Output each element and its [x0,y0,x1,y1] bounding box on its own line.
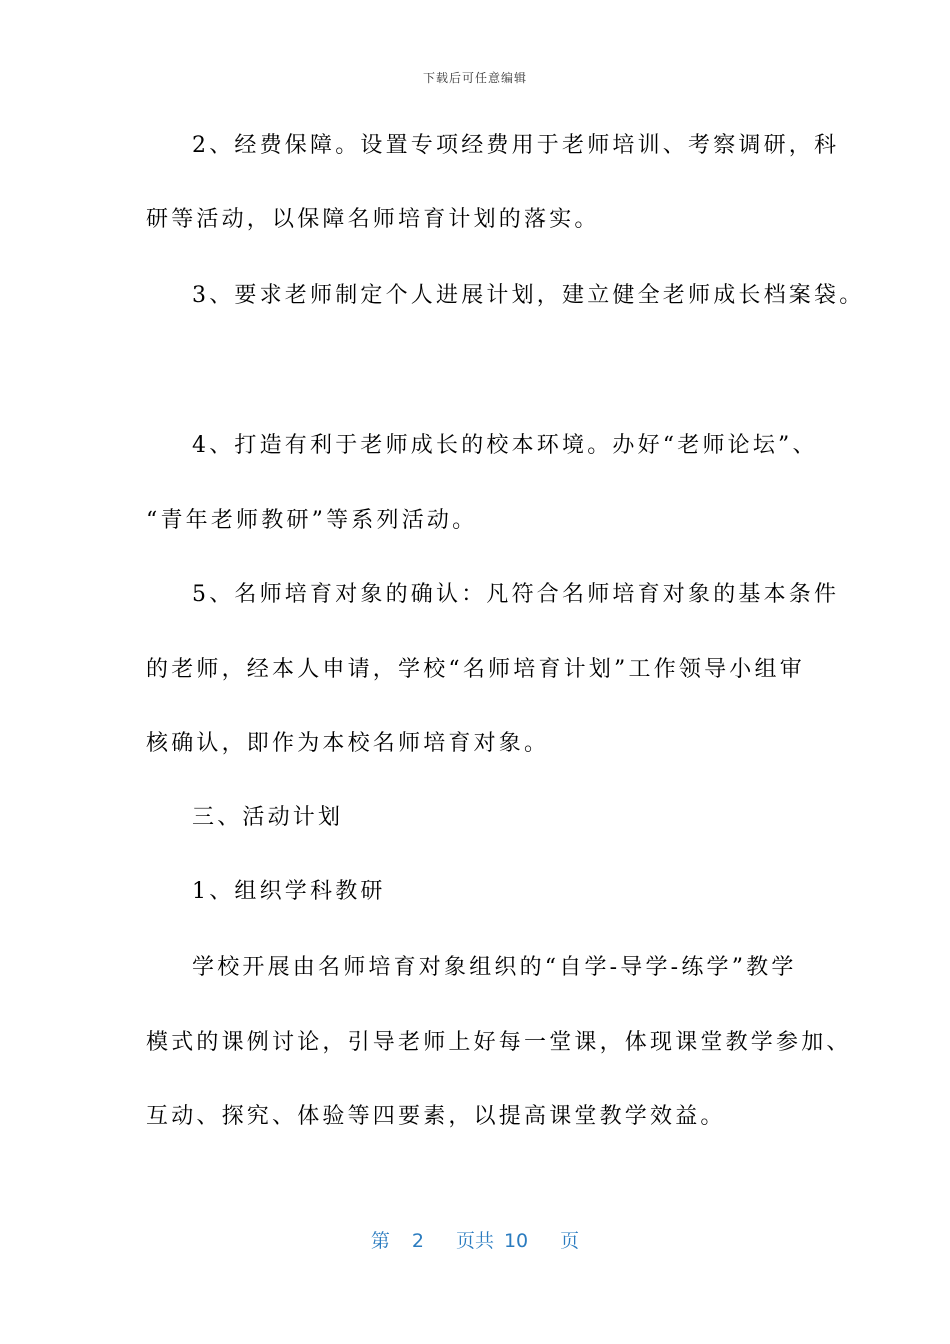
paragraph-line: 4、打造有利于老师成长的校本环境。办好“老师论坛”、 [192,433,818,458]
page-suffix: 页 [560,1230,580,1252]
total-pages: 10 [503,1230,529,1252]
paragraph-line: 5、名师培育对象的确认：凡符合名师培育对象的基本条件 [192,582,840,607]
subsection-heading: 1、组织学科教研 [192,879,386,904]
page-number: 2 [411,1230,424,1252]
paragraph-line: 学校开展由名师培育对象组织的“自学-导学-练学”教学 [192,955,797,980]
paragraph-line: 研等活动，以保障名师培育计划的落实。 [146,207,600,232]
paragraph-line: 2、经费保障。设置专项经费用于老师培训、考察调研，科 [192,133,840,158]
paragraph-line: 互动、探究、体验等四要素，以提高课堂教学效益。 [146,1104,726,1129]
page-prefix: 第 [370,1230,390,1252]
section-heading: 三、活动计划 [192,805,344,830]
page-mid: 页共 [455,1230,494,1252]
paragraph-line: 模式的课例讨论，引导老师上好每一堂课，体现课堂教学参加、 [146,1030,852,1055]
header-note: 下载后可任意编辑 [422,71,527,85]
paragraph-line: 的老师，经本人申请，学校“名师培育计划”工作领导小组审 [146,657,805,682]
page-footer [0,1226,950,1253]
paragraph-line: “青年老师教研”等系列活动。 [146,508,478,533]
paragraph-line: 3、要求老师制定个人进展计划，建立健全老师成长档案袋。 [192,283,865,308]
paragraph-line: 核确认，即作为本校名师培育对象。 [146,731,550,756]
